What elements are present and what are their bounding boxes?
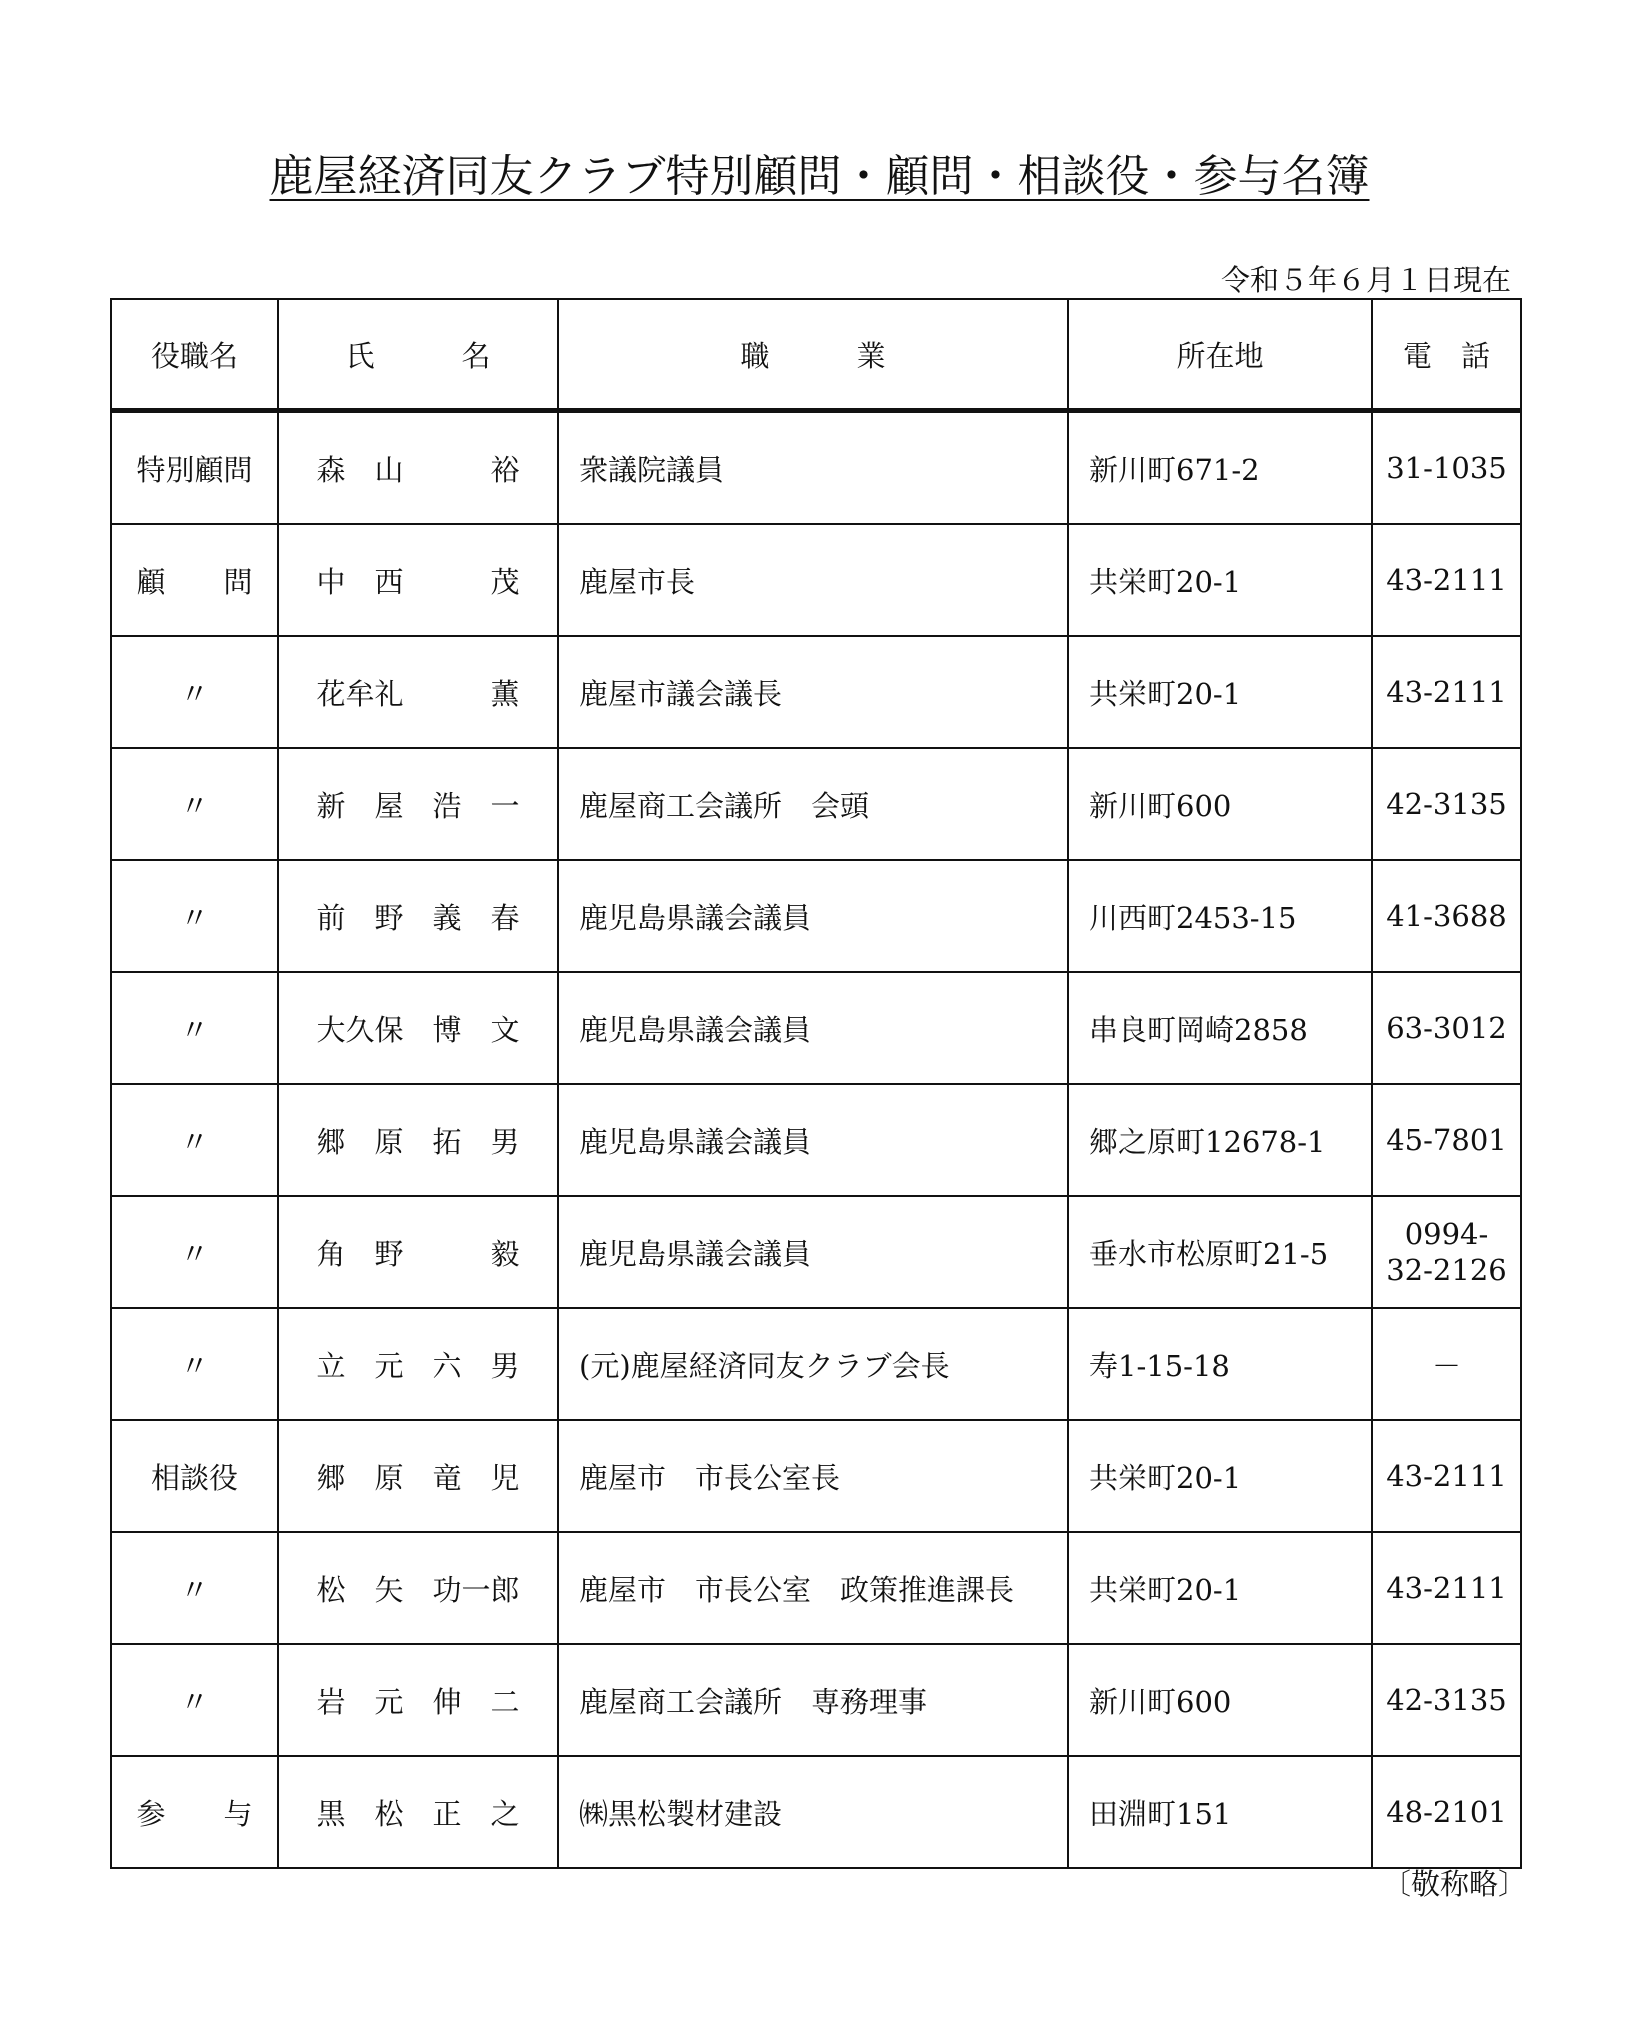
cell-address: 垂水市松原町21-5 [1068,1196,1372,1308]
cell-role: 参 与 [111,1756,278,1868]
honorifics-note: 〔敬称略〕 [1381,1867,1527,1901]
header-phone: 電 話 [1372,299,1521,411]
table-row [111,860,1521,972]
cell-name: 新 屋 浩 一 [278,748,558,860]
cell-role: 〃 [111,1532,278,1644]
cell-phone: 43-2111 [1372,636,1521,748]
cell-name: 中 西 茂 [278,524,558,636]
header-name: 氏 名 [278,299,558,411]
cell-occupation: 鹿屋市 市長公室長 [558,1420,1068,1532]
cell-phone: 41-3688 [1372,860,1521,972]
cell-phone: 63-3012 [1372,972,1521,1084]
cell-role: 〃 [111,1084,278,1196]
cell-name: 角 野 毅 [278,1196,558,1308]
table-row [111,636,1521,748]
cell-address: 寿1-15-18 [1068,1308,1372,1420]
cell-role: 〃 [111,1308,278,1420]
cell-name: 岩 元 伸 二 [278,1644,558,1756]
cell-address: 郷之原町12678-1 [1068,1084,1372,1196]
title-text: 鹿屋経済同友クラブ特別顧問・顧問・相談役・参与名簿 [269,151,1370,202]
cell-occupation: ㈱黒松製材建設 [558,1756,1068,1868]
cell-occupation: 鹿屋市議会議長 [558,636,1068,748]
cell-phone: － [1372,1308,1521,1420]
cell-name: 郷 原 拓 男 [278,1084,558,1196]
cell-phone: 45-7801 [1372,1084,1521,1196]
cell-phone: 48-2101 [1372,1756,1521,1868]
roster-body [111,411,1521,1869]
cell-occupation: (元)鹿屋経済同友クラブ会長 [558,1308,1068,1420]
cell-name: 森 山 裕 [278,411,558,525]
header-occupation: 職 業 [558,299,1068,411]
cell-phone: 42-3135 [1372,748,1521,860]
table-row [111,1196,1521,1308]
table-row [111,1644,1521,1756]
cell-phone [1372,1196,1521,1308]
cell-phone: 42-3135 [1372,1644,1521,1756]
cell-address: 新川町671-2 [1068,411,1372,525]
cell-role: 相談役 [111,1420,278,1532]
cell-name: 前 野 義 春 [278,860,558,972]
table-row [111,1084,1521,1196]
cell-phone: 43-2111 [1372,524,1521,636]
phone-multiline: 0994- 32-2126 [1386,1217,1507,1287]
table-row [111,1756,1521,1868]
cell-address: 共栄町20-1 [1068,524,1372,636]
cell-name: 郷 原 竜 児 [278,1420,558,1532]
cell-role: 特別顧問 [111,411,278,525]
cell-role: 〃 [111,972,278,1084]
cell-name: 松 矢 功一郎 [278,1532,558,1644]
cell-address: 新川町600 [1068,748,1372,860]
cell-role: 〃 [111,1196,278,1308]
cell-occupation: 鹿児島県議会議員 [558,1084,1068,1196]
cell-address: 共栄町20-1 [1068,636,1372,748]
cell-address: 川西町2453-15 [1068,860,1372,972]
cell-name: 花牟礼 薫 [278,636,558,748]
as-of-date: 令和５年６月１日現在 [1220,263,1511,297]
header-address: 所在地 [1068,299,1372,411]
cell-address: 共栄町20-1 [1068,1532,1372,1644]
cell-name: 黒 松 正 之 [278,1756,558,1868]
cell-name: 大久保 博 文 [278,972,558,1084]
cell-role: 〃 [111,1644,278,1756]
cell-phone: 43-2111 [1372,1420,1521,1532]
cell-role: 顧 問 [111,524,278,636]
cell-occupation: 鹿屋商工会議所 専務理事 [558,1644,1068,1756]
table-row [111,972,1521,1084]
table-row [111,411,1521,525]
cell-address: 田淵町151 [1068,1756,1372,1868]
cell-address: 串良町岡崎2858 [1068,972,1372,1084]
cell-phone: 43-2111 [1372,1532,1521,1644]
page-title [0,140,1639,204]
table-row [111,524,1521,636]
cell-occupation: 衆議院議員 [558,411,1068,525]
cell-occupation: 鹿児島県議会議員 [558,972,1068,1084]
roster-table [110,298,1522,1869]
table-row [111,1532,1521,1644]
cell-occupation: 鹿児島県議会議員 [558,1196,1068,1308]
cell-occupation: 鹿児島県議会議員 [558,860,1068,972]
cell-role: 〃 [111,636,278,748]
cell-occupation: 鹿屋市長 [558,524,1068,636]
cell-role: 〃 [111,748,278,860]
cell-name: 立 元 六 男 [278,1308,558,1420]
cell-phone: 31-1035 [1372,411,1521,525]
cell-occupation: 鹿屋市 市長公室 政策推進課長 [558,1532,1068,1644]
header-row [111,299,1521,411]
table-row [111,748,1521,860]
header-role: 役職名 [111,299,278,411]
cell-role: 〃 [111,860,278,972]
cell-address: 共栄町20-1 [1068,1420,1372,1532]
table-row [111,1308,1521,1420]
table-row [111,1420,1521,1532]
cell-occupation: 鹿屋商工会議所 会頭 [558,748,1068,860]
cell-address: 新川町600 [1068,1644,1372,1756]
